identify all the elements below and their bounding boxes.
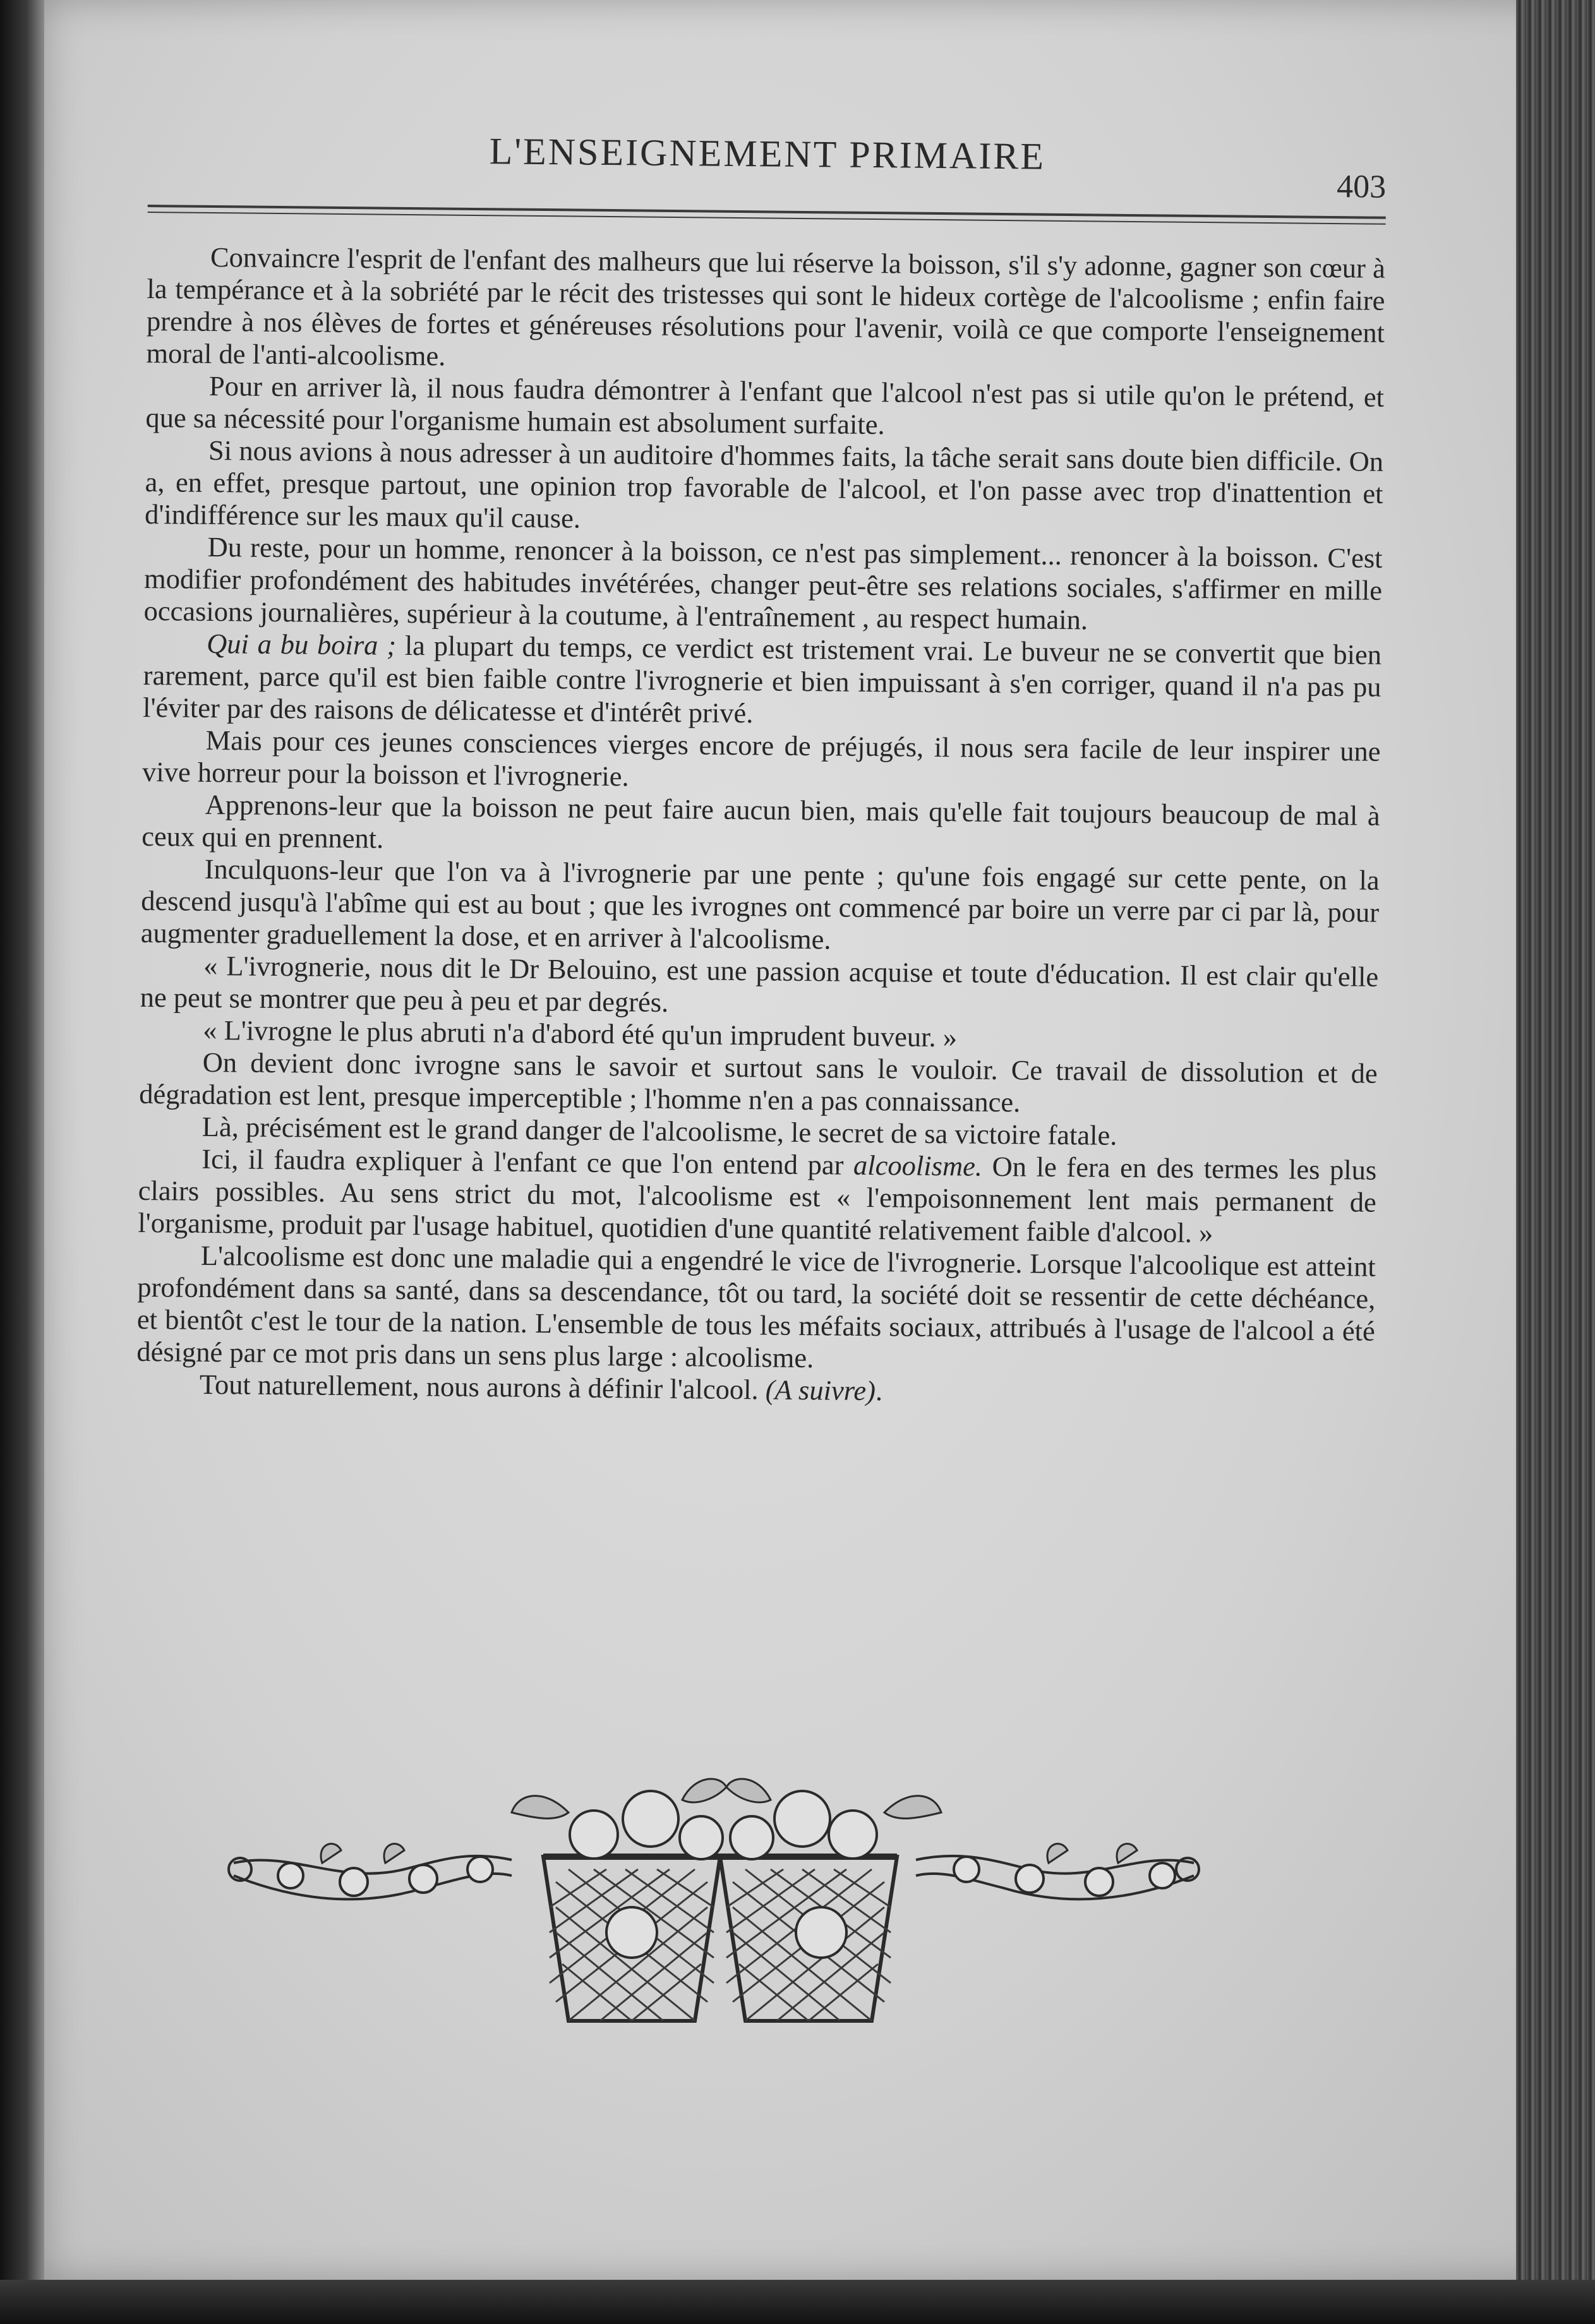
header-rule bbox=[148, 205, 1386, 225]
binding-edge bbox=[0, 0, 44, 2324]
header-rule-thick bbox=[148, 205, 1386, 219]
paragraph: « L'ivrogne le plus abruti n'a d'abord été qu'un imprudent buveur. » bbox=[203, 1014, 958, 1053]
paragraph: Convaincre l'esprit de l'enfant des malheurs que lui réserve la boisson, s'il s'y adonne, gagner son cœur à la tempérance et à la sobriété par le récit des tristesses qui sont le hideux cortège de l'alcoolisme ; enfin faire prendre à nos élèves de fortes et généreuses résolutions pour l'avenir, voilà ce que comporte l'enseignement moral de l'anti-alcoolisme. bbox=[146, 241, 1386, 372]
paragraph: Pour en arriver là, il nous faudra démontrer à l'enfant que l'alcool n'est pas si utile qu'on le prétend, et que sa nécessité pour l'organisme humain est absolument surfaite. bbox=[145, 369, 1385, 441]
bottom-shadow bbox=[0, 2280, 1595, 2324]
paragraph: Inculquons-leur que l'on va à l'ivrognerie par une pente ; qu'une fois engagé sur cette pente, on la descend jusqu'à l'abîme qui est au bout ; que les ivrognes ont commencé par boire un verre par ci par là, pour augmenter graduellement la dose, et en arriver à l'alcoolisme. bbox=[140, 853, 1380, 955]
paragraph: Du reste, pour un homme, renoncer à la boisson, ce n'est pas simplement... renoncer à la boisson. C'est modifier profondément des habitudes invétérées, changer peut-être ses relations sociales, s'affirmer en mille occasions journalières, supérieur à la coutume, à l'entraînement , au respect humain. bbox=[143, 530, 1383, 636]
to-be-continued: (A suivre) bbox=[765, 1374, 876, 1407]
paragraph: L'alcoolisme est donc une maladie qui a engendré le vice de l'ivrognerie. Lorsque l'alcoolique est atteint profondément dans sa santé, dans sa descendance, tôt ou tard, la société doit se ressentir de cette déchéance, et bientôt c'est le tour de la nation. L'ensemble de tous les méfaits sociaux, attribués à l'usage de l'alcool a été désigné par ce mot pris dans un sens plus large : alcoolisme. bbox=[136, 1239, 1376, 1374]
paragraph: On devient donc ivrogne sans le savoir et surtout sans le vouloir. Ce travail de dissolution et de dégradation est lent, presque imperceptible ; l'homme n'en a pas connaissance. bbox=[139, 1046, 1378, 1118]
paragraph: « L'ivrognerie, nous dit le Dr Belouino, est une passion acquise et toute d'éducation. Il est clair qu'elle ne peut se montrer que peu à peu et par degrés. bbox=[140, 949, 1379, 1018]
paragraph: Là, précisément est le grand danger de l'alcoolisme, le secret de sa victoire fatale. bbox=[202, 1110, 1117, 1151]
flower-baskets-ornament-icon bbox=[215, 1775, 1213, 2040]
page-content bbox=[136, 126, 1387, 1412]
italic-proverb: Qui a bu boira ; bbox=[206, 627, 397, 661]
page-number: 403 bbox=[1336, 169, 1387, 205]
paragraph: Si nous avions à nous adresser à un auditoire d'hommes faits, la tâche serait sans doute bien difficile. On a, en effet, presque partout, une opinion trop favorable de l'alcool, et l'on passe avec trop d'inattention et d'indifférence sur les maux qu'il cause. bbox=[144, 434, 1384, 534]
paragraph: Ici, il faudra expliquer à l'enfant ce que l'on entend par alcoolisme. On le fera en des termes les plus clairs possibles. Au sens strict du mot, l'alcoolisme est « l'empoisonnement lent mais permanent de l'organisme, produit par l'usage habituel, quotidien d'une quantité relativement faible d'alcool. » bbox=[138, 1142, 1377, 1249]
paragraph: Tout naturellement, nous aurons à définir l'alcool. (A suivre). bbox=[199, 1368, 883, 1407]
running-head bbox=[148, 126, 1387, 208]
running-title: L'ENSEIGNEMENT PRIMAIRE bbox=[489, 130, 1046, 177]
page-stack-edge bbox=[1516, 0, 1595, 2280]
italic-term: alcoolisme. bbox=[853, 1149, 983, 1182]
paragraph: Apprenons-leur que la boisson ne peut faire aucun bien, mais qu'elle fait toujours beaucoup de mal à ceux qui en prennent. bbox=[141, 788, 1380, 854]
paragraph: Qui a bu boira ; la plupart du temps, ce verdict est tristement vrai. Le buveur ne se convertit que bien rarement, parce qu'il est bien faible contre l'ivrognerie et bien impuissant à s'en corriger, quand il n'a pas pu l'éviter par des raisons de délicatesse et d'intérêt privé. bbox=[142, 627, 1382, 729]
header-rule-thin bbox=[148, 212, 1386, 225]
article-body bbox=[136, 241, 1386, 1412]
paragraph: Mais pour ces jeunes consciences vierges encore de préjugés, il nous sera facile de leur inspirer une vive horreur pour la boisson et l'ivrognerie. bbox=[141, 724, 1381, 793]
